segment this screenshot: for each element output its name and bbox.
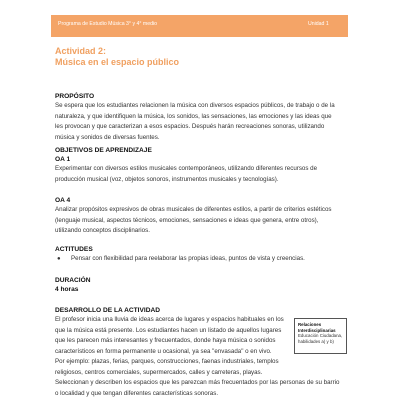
oa4-line: Analizar propósitos expresivos de obras musicales de diferentes estilos, a partir de criterios estéticos [55,206,332,213]
proposito-heading: PROPÓSITO [55,93,95,100]
proposito-line: naturaleza, y que identifiquen la música, los sonidos, las sensaciones, las emociones y las ideas que [55,112,332,120]
oa1-line: Experimentar con diversos estilos musicales contemporáneos, utilizando diferentes recursos de [55,165,318,172]
desarrollo-line: religiosos, centros comerciales, supermercados, calles y carreteras, playas. [55,368,263,376]
sidebar-title: Relaciones Interdisciplinarias [298,322,336,333]
actitud-text: Pensar con flexibilidad para reelaborar las propias ideas, puntos de vista y creencias. [71,255,305,262]
actitudes-section [55,245,347,264]
desarrollo-line: El profesor inicia una lluvia de ideas acerca de lugares y espacios habituales en los [55,316,284,323]
header-unit-label: Unidad 1 [308,21,329,27]
desarrollo-line: o localidad y que tengan diferentes características sonoras. [55,389,219,397]
desarrollo-line: que la música está presente. Los estudiantes hacen un listado de aquellos lugares [55,326,282,334]
duracion-value: 4 horas [55,286,79,293]
duracion-heading: DURACIÓN [55,277,91,284]
proposito-line: Se espera que los estudiantes relacionen la música con diversos espacios públicos, de trabajo o de la [55,102,335,109]
actitudes-heading: ACTITUDES [55,246,93,253]
desarrollo-heading: DESARROLLO DE LA ACTIVIDAD [55,307,161,314]
oa4-section [55,196,347,237]
desarrollo-line: Seleccionan y describen los espacios que les parezcan más frecuentados por las personas de su barrio [55,379,340,386]
sidebar-line: habilidades a) y b) [298,338,334,344]
proposito-section [55,92,347,143]
activity-title [55,46,179,68]
interdisciplinary-box [294,318,347,354]
bullet-icon: ● [57,256,61,262]
actitud-item [55,254,347,264]
objetivos-section [55,146,347,185]
oa4-line: (lenguaje musical, aspectos técnicos, emociones, sensaciones e ideas que genera, entre otros), [55,216,319,224]
oa4-text [55,205,347,237]
page-header [0,15,400,37]
sidebar-line: Educación Ciudadana, [298,333,343,339]
oa1-label: OA 1 [55,156,71,163]
oa4-line: utilizando conceptos disciplinarios. [55,227,150,234]
proposito-line: les provocan y que caracterizan a esos espacios. Después harán recreaciones sonoras, utilizando [55,123,325,130]
activity-number: Actividad 2: [55,46,107,56]
activity-name: Música en el espacio público [55,57,180,67]
oa1-line: producción musical (voz, objetos sonoros, instrumentos musicales y tecnologías). [55,175,279,183]
proposito-text [55,101,347,143]
proposito-line: música y sonidos de diversas fuentes. [55,133,160,141]
objetivos-heading: OBJETIVOS DE APRENDIZAJE [55,147,152,154]
desarrollo-line: Por ejemplo: plazas, ferias, parques, construcciones, faenas industriales, templos [55,358,279,365]
oa1-text [55,164,347,185]
desarrollo-line: que les parecen más interesantes y frecuentados, donde haya música o sonidos [55,337,276,344]
header-program-title: Programa de Estudio Música 3° y 4° medio [58,21,158,27]
duracion-section [55,276,347,294]
oa4-label: OA 4 [55,197,71,204]
desarrollo-line: característicos en forma permanente u ocasional, ya sea "envasada" o en vivo. [55,347,272,355]
